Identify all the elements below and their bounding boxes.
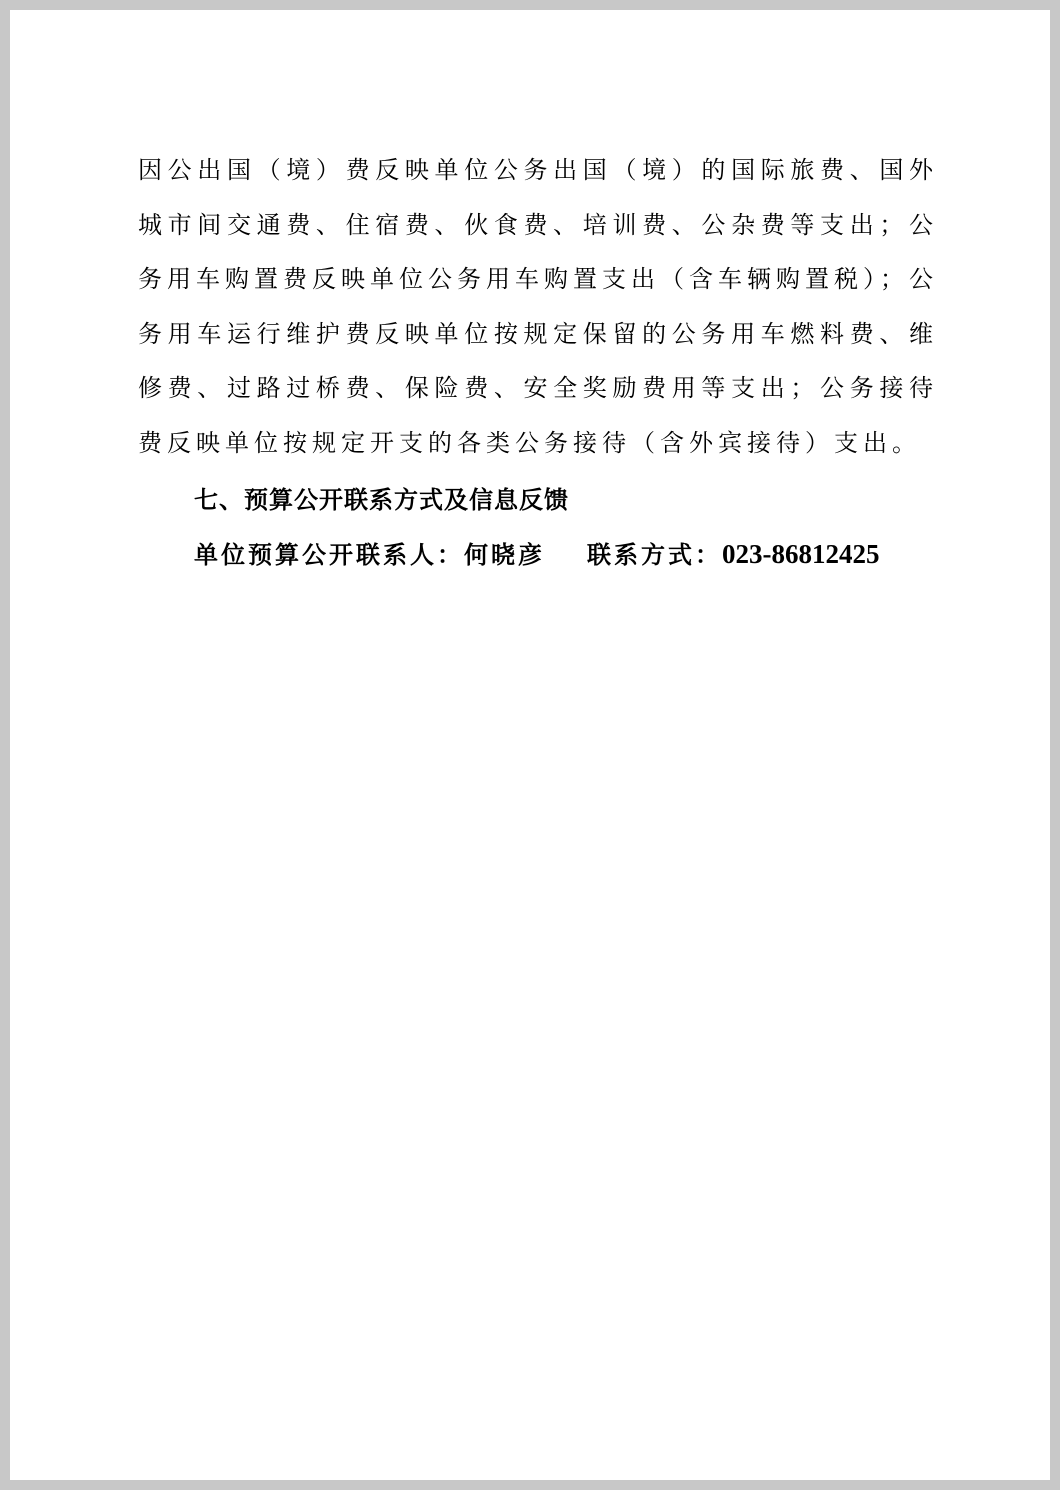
document-page — [10, 10, 1050, 1480]
contact-phone-number: 023-86812425 — [722, 539, 880, 569]
section-heading: 七、预算公开联系方式及信息反馈 — [194, 486, 569, 514]
body-paragraph: 因公出国（境）费反映单位公务出国（境）的国际旅费、国外城市间交通费、住宿费、伙食费、培训费、公杂费等支出；公务用车购置费反映单位公务用车购置支出（含车辆购置税）；公务用车运行维护费反映单位按规定保留的公务用车燃料费、维修费、过路过桥费、保险费、安全奖励费用等支出；公务接待费反映单位按规定开支的各类公务接待（含外宾接待）支出。 — [138, 156, 938, 457]
contact-person-label: 单位预算公开联系人： — [194, 541, 464, 569]
contact-person-name: 何晓彦 — [464, 541, 545, 569]
contact-phone-label: 联系方式： — [587, 541, 722, 569]
contact-line — [194, 537, 880, 572]
